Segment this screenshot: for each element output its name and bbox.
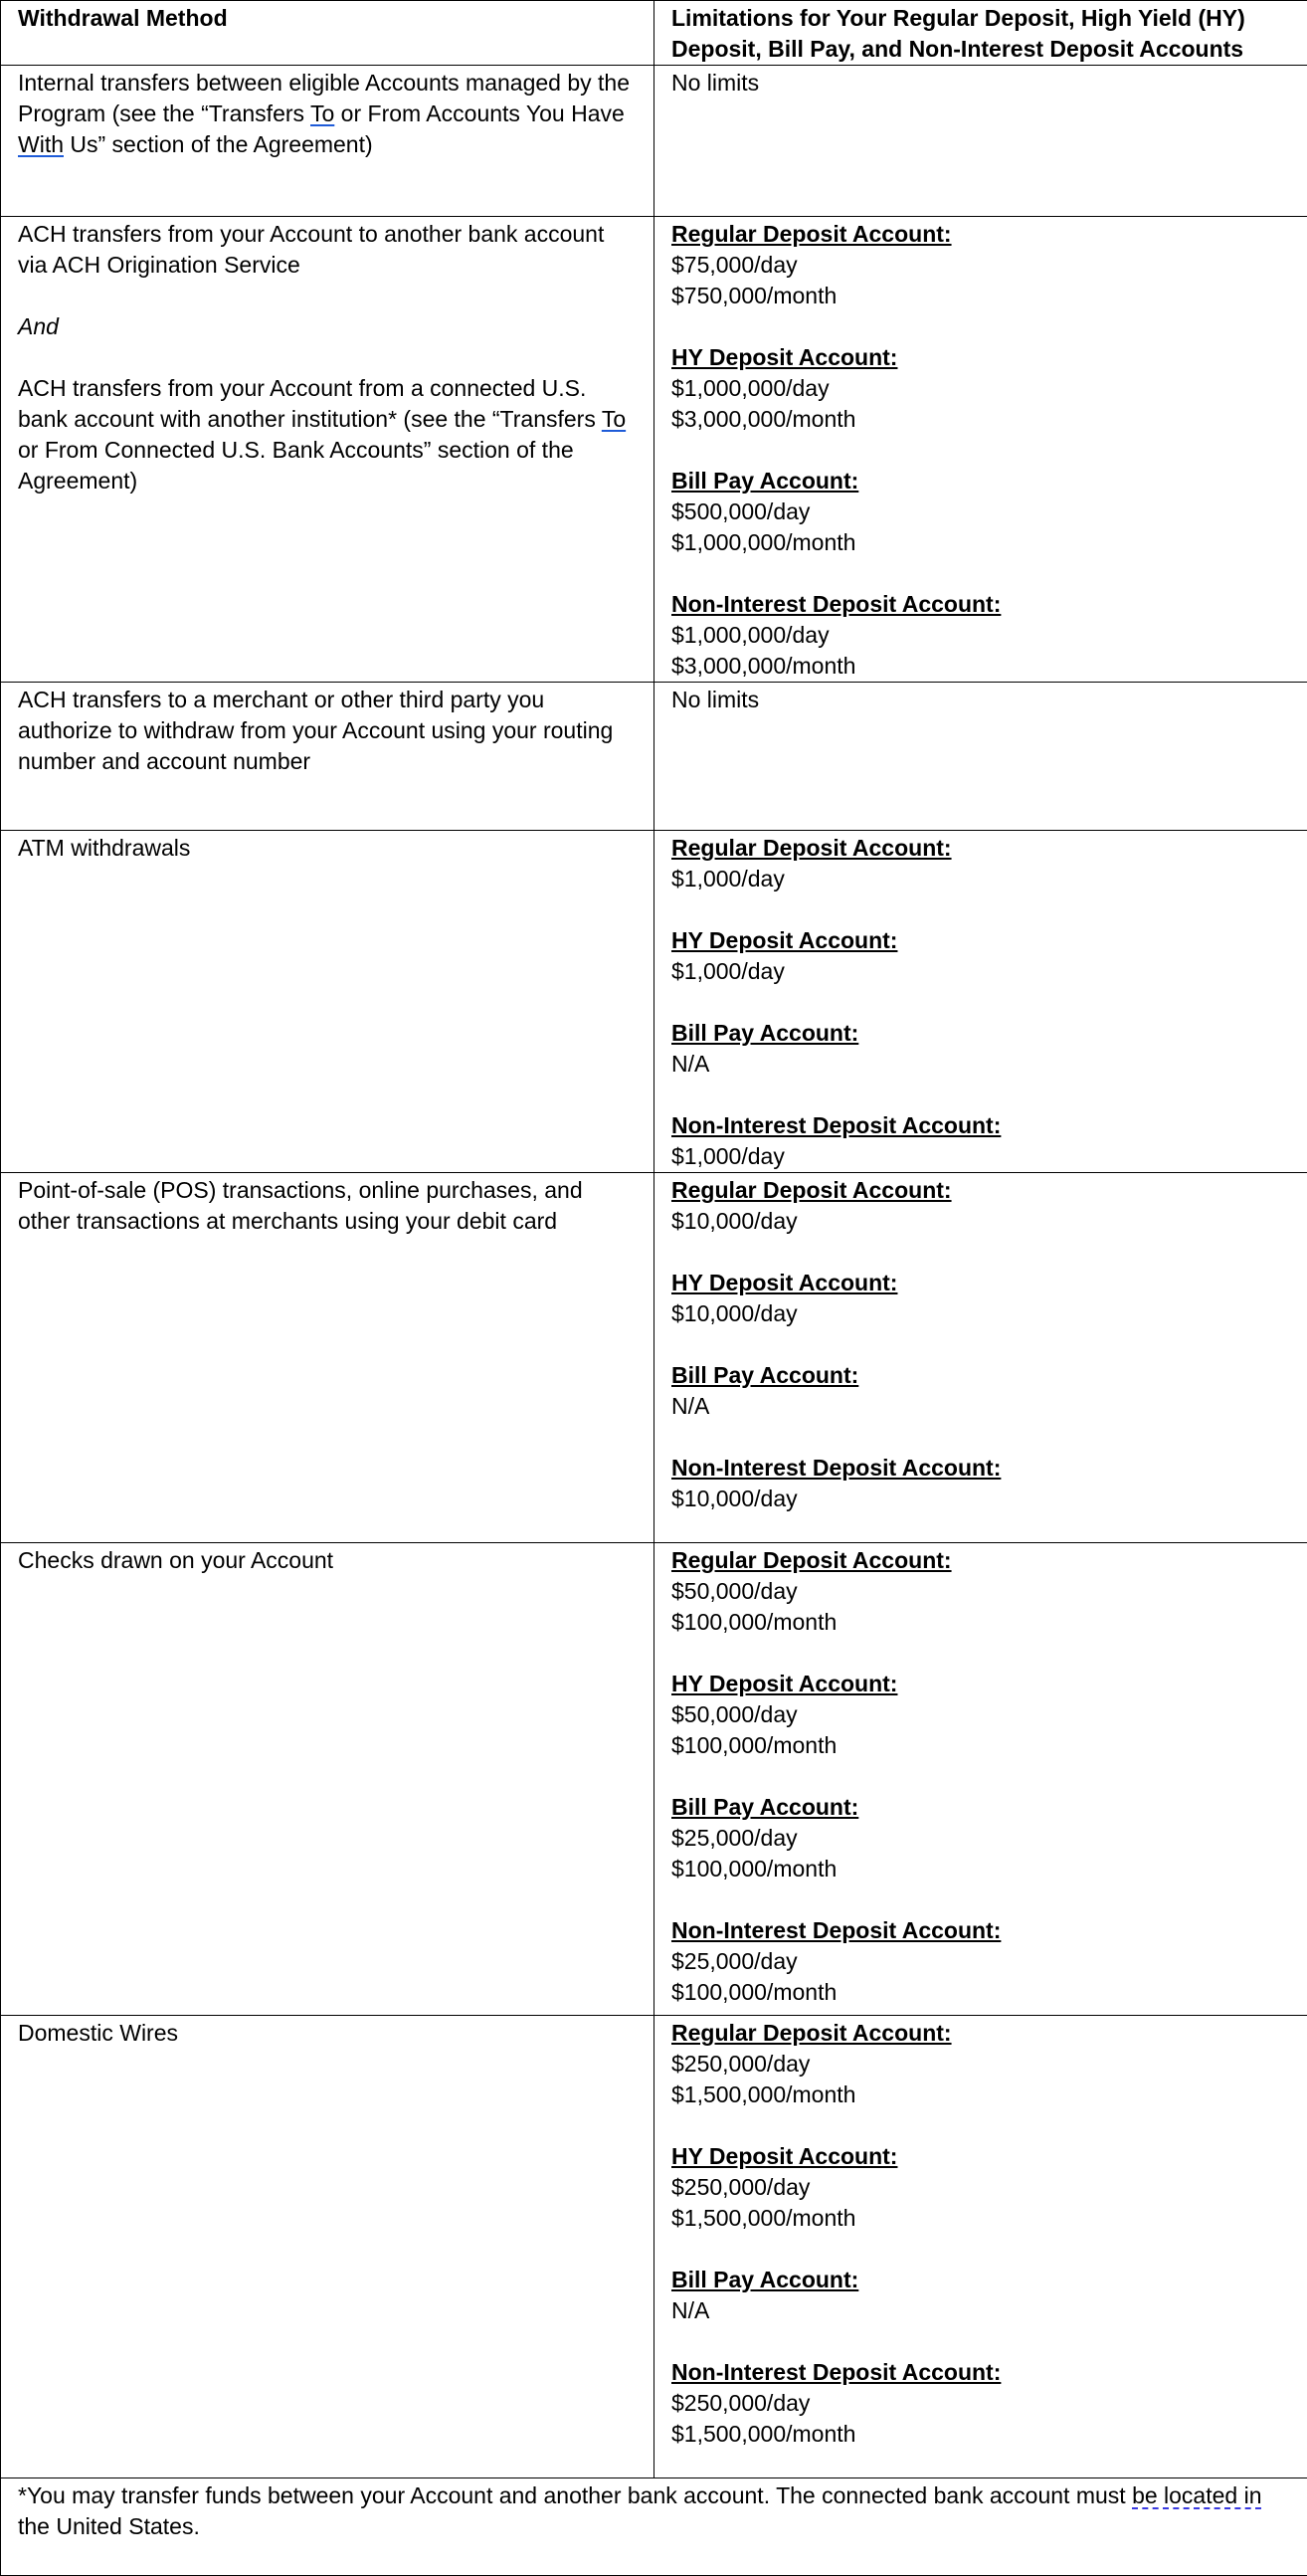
account-name: Non-Interest Deposit Account: [671, 589, 1290, 620]
limit-line: N/A [671, 2295, 1290, 2326]
limit-cell [654, 831, 1307, 1173]
method-cell [1, 683, 654, 831]
account-name: Bill Pay Account: [671, 2265, 1290, 2295]
footnote-text: *You may transfer funds between your Account and another bank account. The connected bank account must [18, 2482, 1132, 2508]
table-row [1, 1543, 1307, 2016]
method-text: or From Accounts You Have [334, 100, 625, 126]
footnote-text: the United States. [18, 2513, 200, 2539]
header-withdrawal-method: Withdrawal Method [1, 1, 654, 66]
method-text [18, 373, 637, 496]
account-name: Regular Deposit Account: [671, 1545, 1290, 1576]
table-row [1, 217, 1307, 683]
table-row [1, 2016, 1307, 2478]
limit-line: $3,000,000/month [671, 651, 1290, 682]
table-row [1, 683, 1307, 831]
account-name: Bill Pay Account: [671, 1360, 1290, 1391]
limit-line: $10,000/day [671, 1298, 1290, 1329]
limit-line: $100,000/month [671, 1730, 1290, 1761]
account-name: Bill Pay Account: [671, 466, 1290, 496]
limit-line: $25,000/day [671, 1946, 1290, 1977]
account-name: HY Deposit Account: [671, 925, 1290, 956]
account-name: Non-Interest Deposit Account: [671, 2357, 1290, 2388]
method-text-part: ACH transfers from your Account from a connected U.S. bank account with another institution* (see the “Transfers [18, 375, 602, 432]
method-text-flagged: With [18, 131, 64, 157]
limit-line: $10,000/day [671, 1206, 1290, 1237]
method-cell [1, 2016, 654, 2478]
limit-line: $1,500,000/month [671, 2203, 1290, 2234]
method-text: ACH transfers from your Account to another bank account via ACH Origination Service [18, 219, 637, 281]
limit-line: $1,500,000/month [671, 2419, 1290, 2450]
header-limitations: Limitations for Your Regular Deposit, High Yield (HY) Deposit, Bill Pay, and Non-Interest Deposit Accounts [654, 1, 1307, 66]
limit-text: No limits [671, 687, 759, 712]
limit-cell [654, 1173, 1307, 1543]
method-text: ACH transfers to a merchant or other third party you authorize to withdraw from your Account using your routing number and account number [18, 687, 613, 774]
limit-line: $1,000/day [671, 864, 1290, 894]
limit-cell [654, 2016, 1307, 2478]
limit-line: $250,000/day [671, 2388, 1290, 2419]
limit-line: $50,000/day [671, 1576, 1290, 1607]
limit-line: $1,000,000/day [671, 620, 1290, 651]
limit-line: $750,000/month [671, 281, 1290, 311]
account-name: HY Deposit Account: [671, 2141, 1290, 2172]
method-text-flagged: To [310, 100, 334, 126]
method-text: Internal transfers between eligible Accounts managed by the Program (see the “Transfers [18, 70, 630, 126]
account-name: Non-Interest Deposit Account: [671, 1110, 1290, 1141]
limit-cell [654, 217, 1307, 683]
method-text: ATM withdrawals [18, 835, 190, 861]
limit-line: $10,000/day [671, 1484, 1290, 1514]
method-text: Point-of-sale (POS) transactions, online purchases, and other transactions at merchants using your debit card [18, 1177, 583, 1234]
account-name: HY Deposit Account: [671, 1669, 1290, 1699]
limit-line: $1,000/day [671, 1141, 1290, 1172]
method-cell [1, 1173, 654, 1543]
limit-line: N/A [671, 1391, 1290, 1422]
limit-line: $3,000,000/month [671, 404, 1290, 435]
method-text: Us” section of the Agreement) [64, 131, 373, 157]
limit-line: $1,500,000/month [671, 2080, 1290, 2110]
limit-line: $100,000/month [671, 1977, 1290, 2008]
table-row [1, 831, 1307, 1173]
method-text-flagged: To [602, 406, 626, 432]
account-name: Non-Interest Deposit Account: [671, 1915, 1290, 1946]
limit-cell [654, 683, 1307, 831]
method-cell [1, 66, 654, 217]
account-name: Regular Deposit Account: [671, 2018, 1290, 2049]
account-name: HY Deposit Account: [671, 1268, 1290, 1298]
footnote-text-flagged: be located in [1132, 2482, 1261, 2508]
limit-line: $100,000/month [671, 1854, 1290, 1884]
limit-line: $75,000/day [671, 250, 1290, 281]
account-name: Non-Interest Deposit Account: [671, 1453, 1290, 1484]
method-text: Domestic Wires [18, 2020, 178, 2046]
footnote [1, 2478, 1307, 2576]
limit-cell [654, 66, 1307, 217]
account-name: Regular Deposit Account: [671, 219, 1290, 250]
limit-line: $250,000/day [671, 2049, 1290, 2080]
limit-cell [654, 1543, 1307, 2016]
table-row [1, 66, 1307, 217]
limit-line: $50,000/day [671, 1699, 1290, 1730]
limit-line: $1,000,000/day [671, 373, 1290, 404]
account-name: Bill Pay Account: [671, 1018, 1290, 1049]
table-row [1, 1173, 1307, 1543]
method-cell [1, 1543, 654, 2016]
limit-line: N/A [671, 1049, 1290, 1080]
account-name: Bill Pay Account: [671, 1792, 1290, 1823]
limit-line: $1,000,000/month [671, 527, 1290, 558]
limit-line: $1,000/day [671, 956, 1290, 987]
method-text-part: or From Connected U.S. Bank Accounts” section of the Agreement) [18, 437, 574, 494]
limit-line: $500,000/day [671, 496, 1290, 527]
method-text: Checks drawn on your Account [18, 1547, 333, 1573]
footnote-row [1, 2478, 1307, 2576]
limit-line: $25,000/day [671, 1823, 1290, 1854]
method-cell [1, 831, 654, 1173]
limit-line: $250,000/day [671, 2172, 1290, 2203]
account-name: Regular Deposit Account: [671, 1175, 1290, 1206]
limit-text: No limits [671, 70, 759, 96]
account-name: Regular Deposit Account: [671, 833, 1290, 864]
limit-line: $100,000/month [671, 1607, 1290, 1638]
header-row [1, 1, 1307, 66]
method-cell [1, 217, 654, 683]
method-and-text: And [18, 311, 637, 342]
account-name: HY Deposit Account: [671, 342, 1290, 373]
